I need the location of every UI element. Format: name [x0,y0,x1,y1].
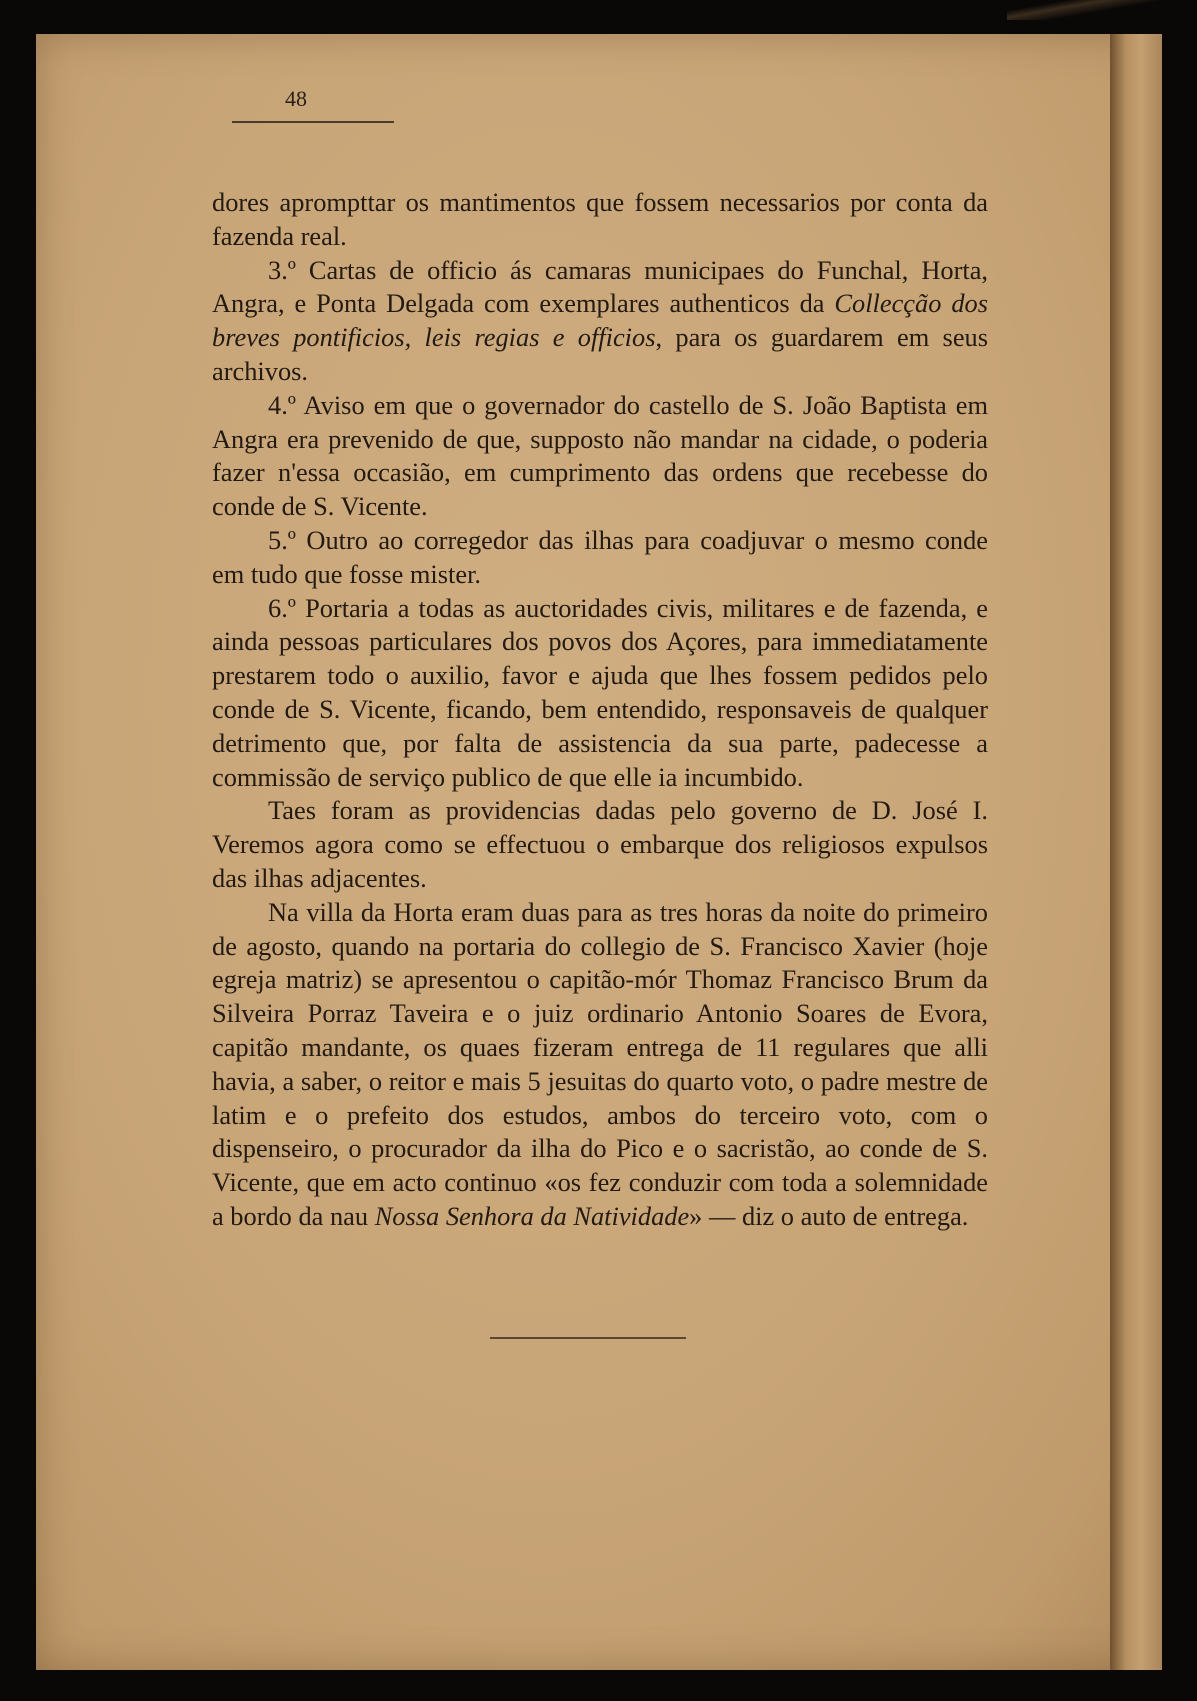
paragraph [212,896,988,1234]
paragraph: 5.º Outro ao corregedor das ilhas para coadjuvar o mesmo conde em tudo que fosse mister. [212,524,988,589]
paragraph: 4.º Aviso em que o governador do castello de S. João Baptista em Angra era prevenido de que, supposto não mandar na cidade, o poderia fazer n'essa occasião, em cumprimento das ordens que recebesse do conde de S. Vicente. [212,389,988,522]
paragraph [212,254,988,389]
page-fold-corner [1007,0,1167,20]
page-number: 48 [285,86,307,111]
end-rule [490,1337,686,1339]
italic-title: Nossa Senhora da Natividade [374,1200,690,1231]
page-edge [1110,34,1162,1670]
paragraph: Taes foram as providencias dadas pelo governo de D. José I. Veremos agora como se effectuou o embarque dos religiosos expulsos das ilhas adjacentes. [212,795,988,893]
text-segment: Na villa da Horta eram duas para as tres horas da noite do primeiro de agosto, quando na portaria do collegio de S. Francisco Xavier (hoje egreja matriz) se apresentou o capitão-mór Thomaz Francisco Brum da Silveira Porraz Taveira e o juiz ordinario Antonio Soares de Evora, capitão mandante, os quaes fizeram entrega de 11 regulares que alli havia, a saber, o reitor e mais 5 jesuitas do quarto voto, o padre mestre de latim e o prefeito dos estudos, ambos do terceiro voto, com o dispenseiro, o procurador da ilha do Pico e o sacristão, ao conde de S. Vicente, que em acto continuo «os fez conduzir com toda a solemnidade a bordo da nau [212,896,988,1231]
text-segment: , para os guardarem em seus archivos. [212,322,988,386]
paragraph: dores aprompttar os mantimentos que fossem necessarios por conta da fazenda real. [212,187,988,251]
text-segment: » — diz o auto de entrega. [689,1200,969,1231]
header-rule [232,121,394,123]
text-segment: 3.º Cartas de officio ás camaras municipaes do Funchal, Horta, Angra, e Ponta Delgada com exemplares authenticos da [212,254,988,319]
paragraph: 6.º Portaria a todas as auctoridades civis, militares e de fazenda, e ainda pessoas particulares dos povos dos Açores, para immediatamente prestarem todo o auxilio, favor e ajuda que lhes fossem pedidos pelo conde de S. Vicente, ficando, bem entendido, responsaveis de qualquer detrimento que, por falta de assistencia da sua parte, padecesse a commissão de serviço publico de que elle ia incumbido. [212,592,988,792]
body-text [212,186,988,1234]
italic-title: Collecção dos breves pontificios, leis regias e officios [212,288,988,353]
